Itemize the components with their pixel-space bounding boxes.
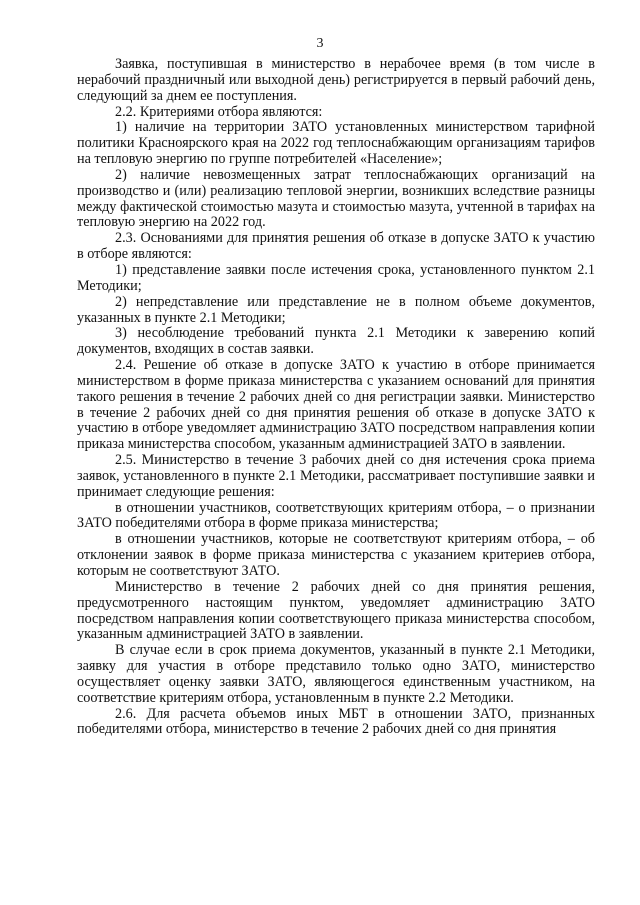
paragraph-criterion-2: 2) наличие невозмещенных затрат теплоснабжающих организаций на производство и (или) реализацию тепловой энергии, возникших вследствие разницы между фактической стоимостью мазута и стоимостью мазута, учтенной в тарифах на тепловую энергию на 2022 год.	[77, 166, 595, 231]
page-number: 3	[316, 36, 324, 51]
paragraph-application-registration: Заявка, поступившая в министерство в нерабочее время (в том числе в нерабочий праздничный или выходной день) регистрируется в первый рабочий день, следующий за днем ее поступления.	[77, 56, 595, 104]
paragraph-2-6: 2.6. Для расчета объемов иных МБТ в отношении ЗАТО, признанных победителями отбора, министерство в течение 2 рабочих дней со дня принятия	[77, 705, 595, 738]
paragraph-2-3-heading: 2.3. Основаниями для принятия решения об отказе в допуске ЗАТО к участию в отборе являются:	[77, 230, 595, 263]
paragraph-2-2-heading: 2.2. Критериями отбора являются:	[115, 103, 323, 120]
paragraph-2-4: 2.4. Решение об отказе в допуске ЗАТО к участию в отборе принимается министерством в форме приказа министерства с указанием оснований для принятия такого решения в течение 2 рабочих дней со дня регистрации заявки. Министерство в течение 2 рабочих дней со дня принятия решения об отказе в допуске ЗАТО к участию в отборе уведомляет администрацию ЗАТО посредством направления копии приказа министерства способом, указанным администрацией ЗАТО в заявлении.	[77, 357, 595, 453]
paragraph-single-participant: В случае если в срок приема документов, указанный в пункте 2.1 Методики, заявку для участия в отборе представило только одно ЗАТО, министерство осуществляет оценку заявки ЗАТО, являющегося единственным участником, на соответствие критериям отбора, установленным в пункте 2.2 Методики.	[77, 642, 595, 706]
paragraph-decision-winners: в отношении участников, соответствующих критериям отбора, – о признании ЗАТО победителями отбора в форме приказа министерства;	[77, 499, 595, 532]
paragraph-criterion-1: 1) наличие на территории ЗАТО установленных министерством тарифной политики Красноярского края на 2022 год теплоснабжающим организациям тарифов на тепловую энергию по группе потребителей «Население»;	[77, 119, 595, 168]
document-body	[77, 57, 595, 738]
paragraph-2-5: 2.5. Министерство в течение 3 рабочих дней со дня истечения срока приема заявок, установленного в пункте 2.1 Методики, рассматривает поступившие заявки и принимает следующие решения:	[77, 452, 595, 500]
paragraph-refusal-ground-2: 2) непредставление или представление не в полном объеме документов, указанных в пункте 2.1 Методики;	[77, 293, 595, 326]
paragraph-refusal-ground-1: 1) представление заявки после истечения срока, установленного пунктом 2.1 Методики;	[77, 261, 595, 294]
paragraph-notification: Министерство в течение 2 рабочих дней со дня принятия решения, предусмотренного настоящим пунктом, уведомляет администрацию ЗАТО посредством направления копии соответствующего приказа министерства способом, указанным администрацией ЗАТО в заявлении.	[77, 578, 595, 643]
paragraph-refusal-ground-3: 3) несоблюдение требований пункта 2.1 Методики к заверению копий документов, входящих в состав заявки.	[77, 325, 595, 358]
paragraph-decision-rejection: в отношении участников, которые не соответствуют критериям отбора, – об отклонении заявок в форме приказа министерства с указанием критериев отбора, которым не соответствуют ЗАТО.	[77, 531, 595, 579]
